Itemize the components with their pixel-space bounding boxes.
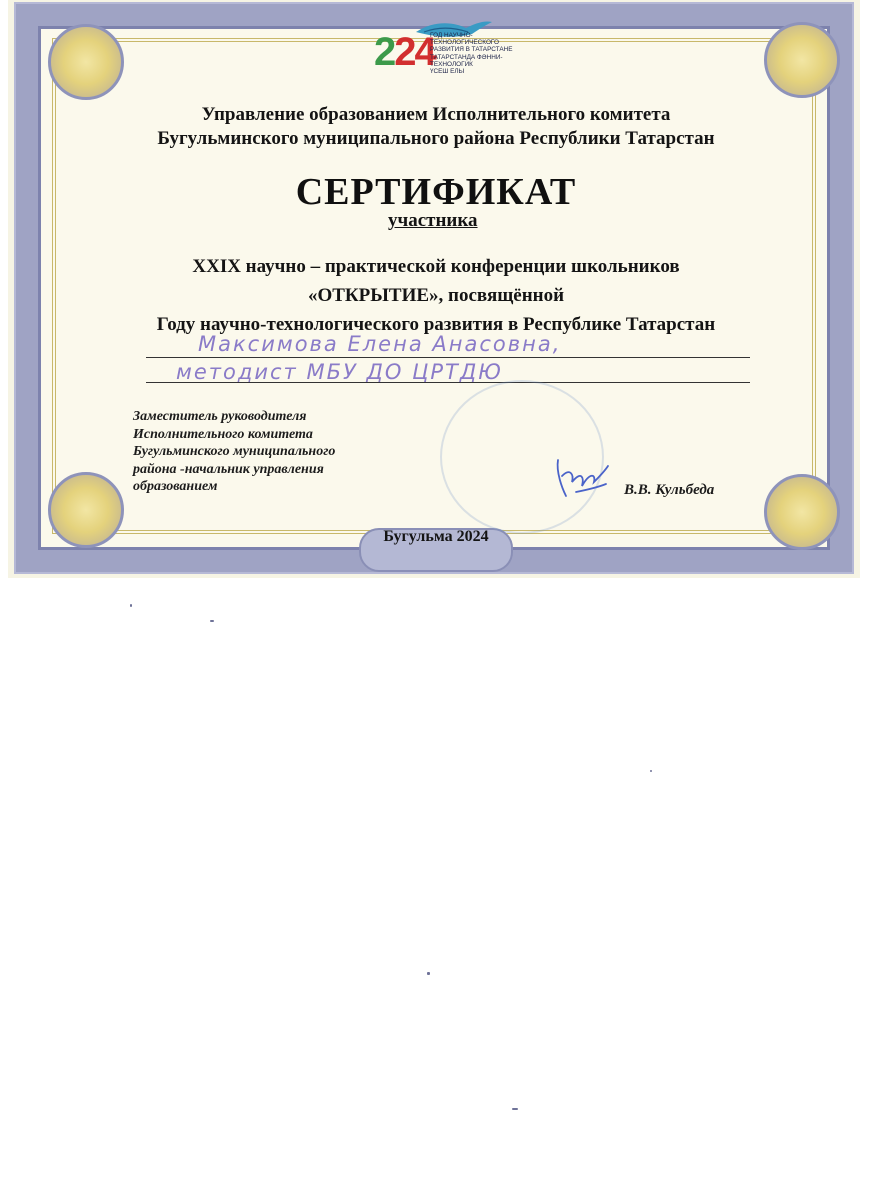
conference-line-1: XXIX научно – практической конференции школьников — [192, 256, 680, 277]
certificate-title: СЕРТИФИКАТ — [295, 171, 577, 213]
scan-speck — [130, 604, 132, 607]
signatory-name: В.В. Кульбеда — [624, 482, 715, 498]
logo-caption-line: ГОД НАУЧНО-ТЕХНОЛОГИЧЕСКОГО — [430, 32, 499, 47]
logo-caption — [430, 32, 534, 75]
footer-place-year: Бугульма 2024 — [383, 528, 489, 545]
corner-rosette-icon — [764, 22, 840, 98]
signatory-title-line: Заместитель руководителя — [133, 409, 307, 424]
logo-year-part: 2 — [374, 30, 395, 74]
logo-caption-line: ҮСЕШ ЕЛЫ — [430, 67, 465, 75]
signatory-title-line: района -начальник управления — [133, 461, 324, 477]
signatory-title-line: образованием — [133, 479, 218, 495]
corner-rosette-icon — [48, 24, 124, 100]
scan-speck — [210, 620, 214, 622]
recipient-name: Максимова Елена Анасовна, — [198, 332, 562, 356]
issuer-line-1: Управление образованием Исполнительного комитета — [201, 104, 671, 125]
scan-speck — [512, 1108, 518, 1110]
position-underline — [146, 382, 750, 383]
conference-line-3: Году научно-технологического развития в Республике Татарстан — [156, 314, 716, 335]
logo-year — [374, 32, 435, 72]
logo-year-part: 24 — [394, 30, 435, 74]
conference-line-2: «ОТКРЫТИЕ», посвящённой — [307, 285, 565, 306]
logo-caption-line: ТАТАРСТАНДА ФӘННИ-ТЕХНОЛОГИК — [430, 53, 503, 68]
year-logo — [374, 18, 534, 92]
recipient-position: методист МБУ ДО ЦРТДЮ — [176, 360, 503, 384]
scan-speck — [427, 972, 430, 975]
certificate-subtitle: участника — [388, 210, 478, 231]
logo-caption-line: РАЗВИТИЯ В ТАТАРСТАНЕ — [430, 46, 513, 54]
signature-icon — [552, 452, 612, 500]
signatory-title-line: Бугульминского муниципального — [133, 444, 336, 460]
signatory-title-line: Исполнительного комитета — [133, 426, 313, 442]
name-underline — [146, 357, 750, 358]
issuer-line-2: Бугульминского муниципального района Республики Татарстан — [157, 128, 715, 149]
signatory-title — [133, 408, 393, 496]
scan-speck — [650, 770, 652, 772]
